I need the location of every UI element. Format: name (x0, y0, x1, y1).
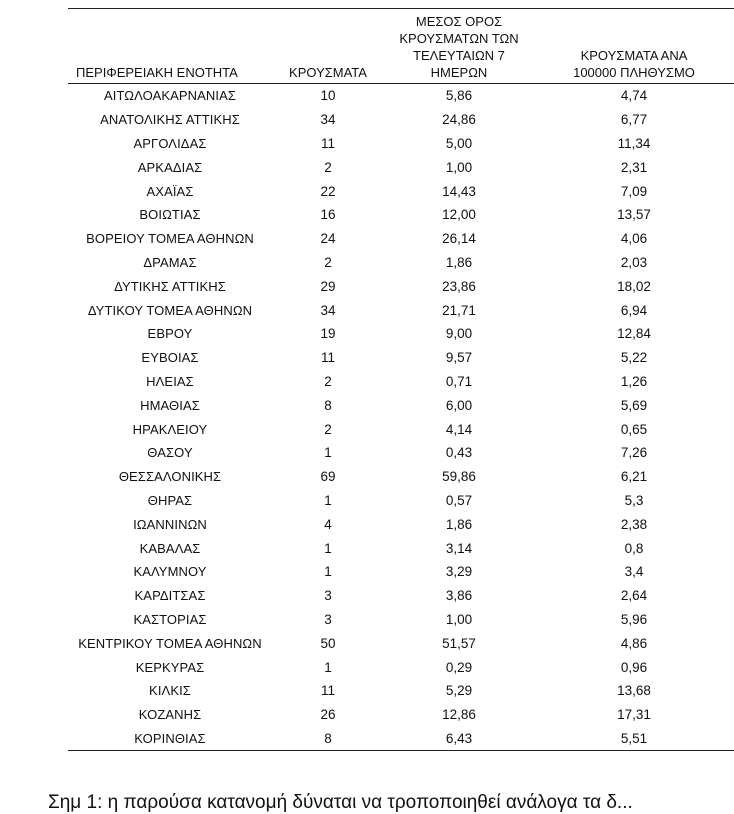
table-row (68, 370, 734, 394)
cases-cell: 26 (320, 707, 336, 723)
avg-7-days-cell: 4,14 (445, 421, 473, 437)
header-cases: ΚΡΟΥΣΜΑΤΑ (272, 9, 384, 84)
cases-cell: 34 (320, 302, 336, 318)
region-cell: ΗΛΕΙΑΣ (146, 373, 194, 389)
avg-7-days-cell: 5,00 (445, 135, 473, 151)
avg-7-days-cell: 14,43 (442, 183, 476, 199)
region-cell: ΚΑΡΔΙΤΣΑΣ (134, 588, 206, 604)
avg-7-days-cell: 12,86 (442, 707, 476, 723)
cases-cell: 69 (320, 469, 336, 485)
table-row (68, 536, 734, 560)
header-per-100000: ΚΡΟΥΣΜΑΤΑ ΑΝΑ 100000 ΠΛΗΘΥΣΜΟ (534, 9, 734, 84)
avg-7-days-cell: 5,86 (445, 88, 473, 104)
per-100000-cell: 7,09 (620, 183, 648, 199)
region-cell: ΔΥΤΙΚΟΥ ΤΟΜΕΑ ΑΘΗΝΩΝ (87, 302, 253, 318)
region-cell: ΔΡΑΜΑΣ (143, 254, 197, 270)
table-row (68, 417, 734, 441)
avg-7-days-cell: 1,86 (445, 254, 473, 270)
cases-cell: 2 (324, 373, 332, 389)
cases-cell: 3 (324, 588, 332, 604)
table-row (68, 631, 734, 655)
region-cell: ΚΑΣΤΟΡΙΑΣ (133, 611, 207, 627)
cases-cell: 8 (324, 397, 332, 413)
avg-7-days-cell: 0,71 (445, 373, 473, 389)
region-cell: ΚΟΖΑΝΗΣ (138, 707, 202, 723)
avg-7-days-cell: 3,86 (445, 588, 473, 604)
cases-cell: 16 (320, 207, 336, 223)
table-row (68, 179, 734, 203)
avg-7-days-cell: 1,00 (445, 159, 473, 175)
table-row (68, 655, 734, 679)
region-cell: ΚΟΡΙΝΘΙΑΣ (68, 727, 272, 751)
table-header-row (68, 9, 734, 84)
table-row (68, 679, 734, 703)
region-cell: ΗΡΑΚΛΕΙΟΥ (132, 421, 208, 437)
avg-7-days-cell: 9,00 (445, 326, 473, 342)
per-100000-cell: 4,06 (620, 231, 648, 247)
avg-7-days-cell: 0,43 (445, 445, 473, 461)
region-cell: ΕΥΒΟΙΑΣ (141, 350, 199, 366)
cases-cell: 4 (324, 516, 332, 532)
per-100000-cell: 2,03 (620, 254, 648, 270)
avg-7-days-cell: 3,14 (445, 540, 473, 556)
per-100000-cell: 2,64 (620, 588, 648, 604)
per-100000-cell: 3,4 (624, 564, 644, 580)
avg-7-days-cell: 6,00 (445, 397, 473, 413)
cases-cell: 11 (320, 683, 335, 699)
region-cell: ΙΩΑΝΝΙΝΩΝ (133, 516, 207, 532)
cases-cell: 22 (320, 183, 336, 199)
region-cell: ΔΥΤΙΚΗΣ ΑΤΤΙΚΗΣ (114, 278, 226, 294)
cases-cell: 24 (320, 231, 336, 247)
per-100000-cell: 11,34 (617, 135, 651, 151)
region-cell: ΑΡΓΟΛΙΔΑΣ (133, 135, 207, 151)
per-100000-cell: 5,51 (534, 727, 734, 751)
per-100000-cell: 7,26 (620, 445, 648, 461)
region-cell: ΚΕΝΤΡΙΚΟΥ ΤΟΜΕΑ ΑΘΗΝΩΝ (78, 635, 262, 651)
per-100000-cell: 13,57 (617, 207, 651, 223)
per-100000-cell: 4,86 (620, 635, 648, 651)
avg-7-days-cell: 1,86 (445, 516, 473, 532)
table-row (68, 84, 734, 108)
avg-7-days-cell: 0,29 (445, 659, 473, 675)
region-cell: ΑΙΤΩΛΟΑΚΑΡΝΑΝΙΑΣ (103, 88, 237, 104)
table-row (68, 322, 734, 346)
cases-cell: 3 (324, 611, 332, 627)
avg-7-days-cell: 6,43 (384, 727, 534, 751)
per-100000-cell: 13,68 (617, 683, 651, 699)
per-100000-cell: 6,77 (620, 112, 648, 128)
avg-7-days-cell: 51,57 (442, 635, 476, 651)
region-cell: ΘΗΡΑΣ (147, 492, 193, 508)
footnote-caption: Σημ 1: η παρούσα κατανομή δύναται να τροποποιηθεί ανάλογα τα δ... (48, 792, 633, 813)
region-cell: ΚΑΛΥΜΝΟΥ (133, 564, 207, 580)
table-row (68, 132, 734, 156)
table-row (68, 465, 734, 489)
header-avg-7-days: ΜΕΣΟΣ ΟΡΟΣ ΚΡΟΥΣΜΑΤΩΝ ΤΩΝ ΤΕΛΕΥΤΑΙΩΝ 7 ΗΜΕΡΩΝ (384, 9, 534, 84)
region-cell: ΑΝΑΤΟΛΙΚΗΣ ΑΤΤΙΚΗΣ (100, 112, 240, 128)
cases-cell: 29 (320, 278, 336, 294)
cases-cell: 2 (324, 254, 332, 270)
table-row (68, 108, 734, 132)
per-100000-cell: 5,69 (620, 397, 648, 413)
table-row (68, 203, 734, 227)
per-100000-cell: 18,02 (617, 278, 651, 294)
avg-7-days-cell: 5,29 (445, 683, 473, 699)
region-cell: ΚΙΛΚΙΣ (149, 683, 191, 699)
table-row (68, 512, 734, 536)
table-row (68, 393, 734, 417)
per-100000-cell: 5,96 (620, 611, 648, 627)
region-cell: ΚΕΡΚΥΡΑΣ (135, 659, 205, 675)
table-row (68, 155, 734, 179)
avg-7-days-cell: 12,00 (442, 207, 476, 223)
avg-7-days-cell: 1,00 (445, 611, 473, 627)
cases-cell: 11 (320, 135, 335, 151)
region-cell: ΑΧΑΪΑΣ (146, 183, 194, 199)
table-row (68, 227, 734, 251)
region-cell: ΑΡΚΑΔΙΑΣ (137, 159, 203, 175)
per-100000-cell: 12,84 (617, 326, 651, 342)
region-cell: ΗΜΑΘΙΑΣ (140, 397, 200, 413)
table-row (68, 346, 734, 370)
per-100000-cell: 1,26 (620, 373, 648, 389)
per-100000-cell: 6,94 (620, 302, 648, 318)
region-cell: ΒΟΡΕΙΟΥ ΤΟΜΕΑ ΑΘΗΝΩΝ (86, 231, 254, 247)
cases-cell: 1 (324, 492, 332, 508)
cases-cell: 1 (324, 564, 332, 580)
avg-7-days-cell: 0,57 (445, 492, 473, 508)
cases-cell: 10 (320, 88, 336, 104)
cases-cell: 1 (324, 540, 332, 556)
cases-cell: 1 (324, 445, 332, 461)
avg-7-days-cell: 3,29 (445, 564, 473, 580)
table-row (68, 560, 734, 584)
table-body (68, 84, 734, 751)
avg-7-days-cell: 24,86 (442, 112, 476, 128)
per-100000-cell: 5,22 (620, 350, 648, 366)
cases-table-container (68, 8, 734, 751)
region-cell: ΘΑΣΟΥ (147, 445, 193, 461)
cases-cell: 8 (272, 727, 384, 751)
table-row (68, 298, 734, 322)
cases-cell: 34 (320, 112, 336, 128)
avg-7-days-cell: 23,86 (442, 278, 476, 294)
cases-cell: 50 (320, 635, 336, 651)
per-100000-cell: 2,31 (620, 159, 648, 175)
cases-table (68, 8, 734, 751)
region-cell: ΘΕΣΣΑΛΟΝΙΚΗΣ (118, 469, 222, 485)
per-100000-cell: 17,31 (617, 707, 651, 723)
per-100000-cell: 4,74 (620, 88, 648, 104)
region-cell: ΕΒΡΟΥ (147, 326, 193, 342)
cases-cell: 1 (324, 659, 332, 675)
table-row (68, 489, 734, 513)
table-row (68, 584, 734, 608)
header-region: ΠΕΡΙΦΕΡΕΙΑΚΗ ΕΝΟΤΗΤΑ (68, 9, 272, 84)
per-100000-cell: 0,8 (624, 540, 644, 556)
cases-cell: 19 (320, 326, 336, 342)
cases-cell: 2 (324, 159, 332, 175)
per-100000-cell: 0,96 (620, 659, 648, 675)
avg-7-days-cell: 26,14 (442, 231, 476, 247)
per-100000-cell: 2,38 (620, 516, 648, 532)
table-row (68, 251, 734, 275)
region-cell: ΚΑΒΑΛΑΣ (139, 540, 201, 556)
cases-cell: 11 (320, 350, 335, 366)
region-cell: ΒΟΙΩΤΙΑΣ (139, 207, 201, 223)
table-row (68, 608, 734, 632)
table-row (68, 703, 734, 727)
table-row (68, 274, 734, 298)
avg-7-days-cell: 21,71 (442, 302, 476, 318)
avg-7-days-cell: 59,86 (442, 469, 476, 485)
per-100000-cell: 6,21 (620, 469, 648, 485)
per-100000-cell: 0,65 (620, 421, 648, 437)
per-100000-cell: 5,3 (624, 492, 644, 508)
cases-cell: 2 (324, 421, 332, 437)
table-row (68, 727, 734, 751)
table-row (68, 441, 734, 465)
avg-7-days-cell: 9,57 (445, 350, 473, 366)
